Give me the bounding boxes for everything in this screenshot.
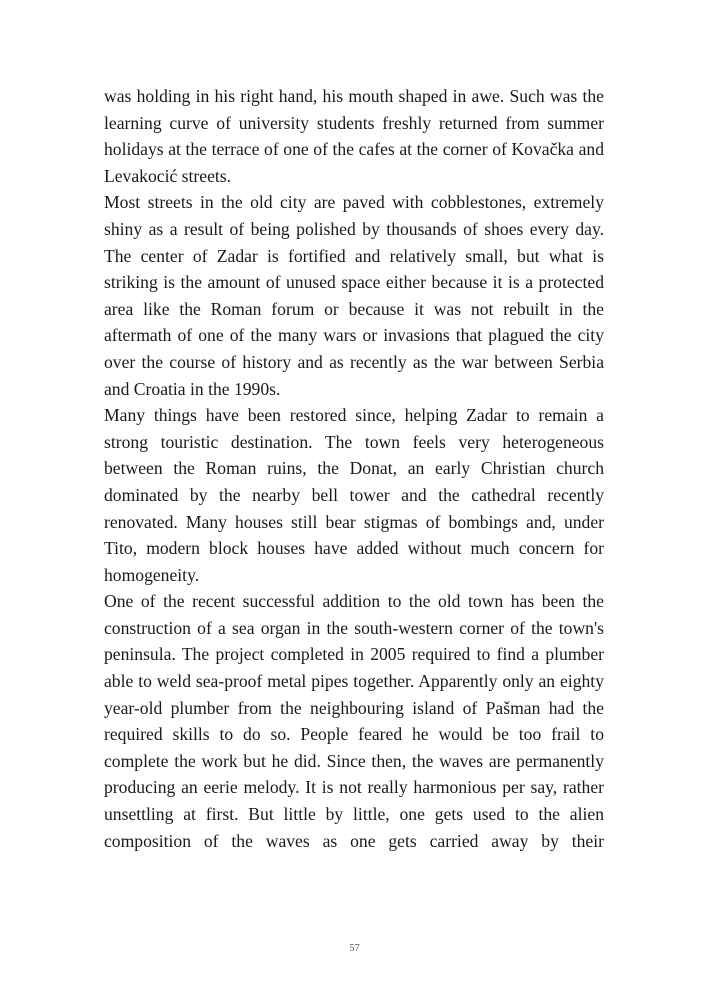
paragraph-3: Many things have been restored since, helping Zadar to remain a strong touristic destination. The town feels very heterogeneous between the Roman ruins, the Donat, an early Christian church dominated by the nearby bell tower and the cathedral recently renovated. Many houses still bear stigmas of bombings and, under Tito, modern block houses have added without much concern for homogeneity. — [104, 405, 604, 585]
paragraph-1: was holding in his right hand, his mouth shaped in awe. Such was the learning curve of university students freshly returned from summer holidays at the terrace of one of the cafes at the corner of Kovačka and Levakocić streets. — [104, 86, 604, 186]
body-text — [104, 83, 604, 854]
page-number: 57 — [349, 943, 360, 954]
paragraph-4: One of the recent successful addition to the old town has been the construction of a sea organ in the south-western corner of the town's peninsula. The project completed in 2005 required to find a plumber able to weld sea-proof metal pipes together. Apparently only an eighty year-old plumber from the neighbouring island of Pašman had the required skills to do so. People feared he would be too frail to complete the work but he did. Since then, the waves are permanently producing an eerie melody. It is not really harmonious per say, rather unsettling at first. But little by little, one gets used to the alien composition of the waves as one gets carried away by their — [104, 591, 604, 851]
paragraph-2: Most streets in the old city are paved with cobblestones, extremely shiny as a result of being polished by thousands of shoes every day. The center of Zadar is fortified and relatively small, but what is striking is the amount of unused space either because it is a protected area like the Roman forum or because it was not rebuilt in the aftermath of one of the many wars or invasions that plagued the city over the course of history and as recently as the war between Serbia and Croatia in the 1990s. — [104, 192, 604, 399]
